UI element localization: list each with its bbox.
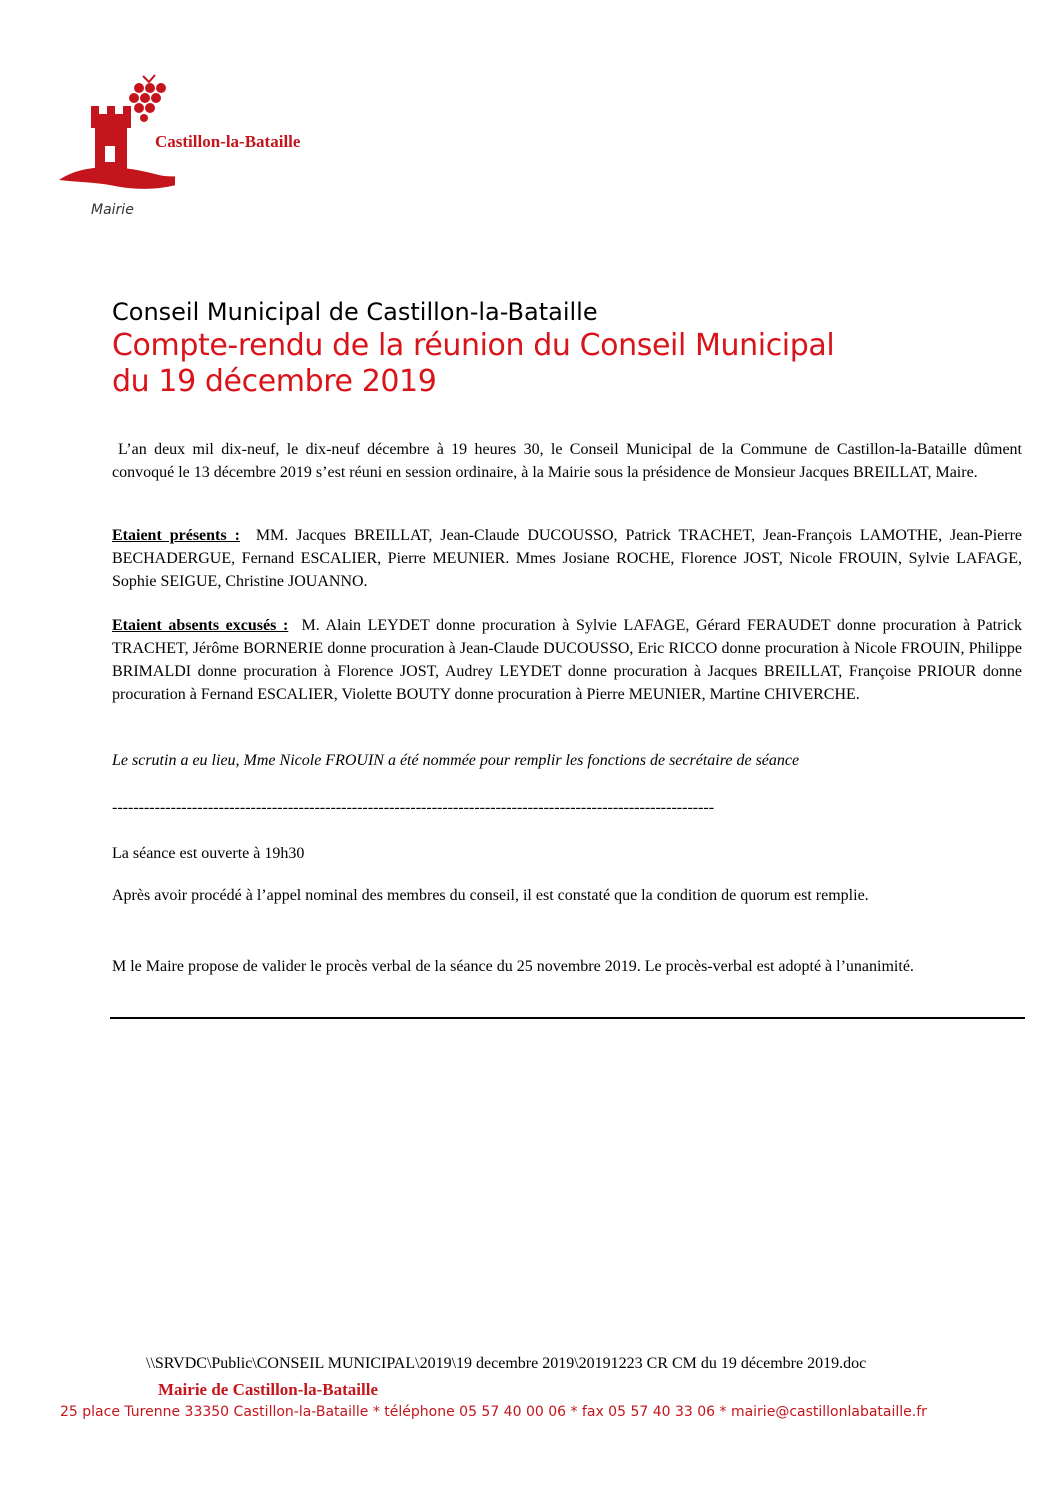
absentees-paragraph [112,614,1022,706]
session-opening: La séance est ouverte à 19h30 [112,845,305,862]
municipal-logo [55,70,375,230]
intro-paragraph: L’an deux mil dix-neuf, le dix-neuf décembre à 19 heures 30, le Conseil Municipal de la Commune de Castillon-la-Bataille dûment convoqué le 13 décembre 2019 s’est réuni en session ordinaire, à la Mairie sous la présidence de Monsieur Jacques BREILLAT, Maire. [112,441,1022,481]
attendees-paragraph [112,524,1022,593]
quorum-paragraph: Après avoir procédé à l’appel nominal des membres du conseil, il est constaté que la condition de quorum est remplie. [112,887,869,904]
report-title: Compte-rendu de la réunion du Conseil Municipal [112,328,835,363]
footer-town-hall-name: Mairie de Castillon-la-Bataille [158,1380,379,1399]
logo-town-name: Castillon-la-Bataille [155,132,301,151]
minutes-approval-paragraph: M le Maire propose de valider le procès verbal de la séance du 25 novembre 2019. Le procès-verbal est adopté à l’unanimité. [112,958,914,975]
absentees-list: M. Alain LEYDET donne procuration à Sylvie LAFAGE, Gérard FERAUDET donne procuration à Patrick TRACHET, Jérôme BORNERIE donne procuration à Jean-Claude DUCOUSSO, Eric RICCO donne procuration à Nicole FROUIN, Philippe BRIMALDI donne procuration à Florence JOST, Audrey LEYDET donne procuration à Jacques BREILLAT, Françoise PRIOUR donne procuration à Fernand ESCALIER, Violette BOUTY donne procuration à Pierre MEUNIER, Martine CHIVERCHE. [112,617,1023,703]
council-title: Conseil Municipal de Castillon-la-Bataille [112,298,598,326]
file-path: \\SRVDC\Public\CONSEIL MUNICIPAL\2019\19 decembre 2019\20191223 CR CM du 19 décembre 2019.doc [146,1355,867,1372]
attendees-label: Etaient présents : [112,527,240,544]
report-date: du 19 décembre 2019 [112,364,437,399]
document-heading [112,296,1012,400]
dashed-separator: ----------------------------------------------------------------------------------------------------------------- [112,799,715,816]
horizontal-rule [110,1017,1025,1019]
secretary-note: Le scrutin a eu lieu, Mme Nicole FROUIN a été nommée pour remplir les fonctions de secrétaire de séance [112,752,800,769]
attendees-list: MM. Jacques BREILLAT, Jean-Claude DUCOUSSO, Patrick TRACHET, Jean-François LAMOTHE, Jean-Pierre BECHADERGUE, Fernand ESCALIER, Pierre MEUNIER. Mmes Josiane ROCHE, Florence JOST, Nicole FROUIN, Sylvie LAFAGE, Sophie SEIGUE, Christine JOUANNO. [112,527,1022,590]
logo-subtitle: Mairie [91,202,134,218]
absentees-label: Etaient absents excusés : [112,617,289,634]
footer-contact-info: 25 place Turenne 33350 Castillon-la-Bataille * téléphone 05 57 40 00 06 * fax 05 57 40 33 06 * mairie@castillonlabataille.fr [60,1404,927,1420]
